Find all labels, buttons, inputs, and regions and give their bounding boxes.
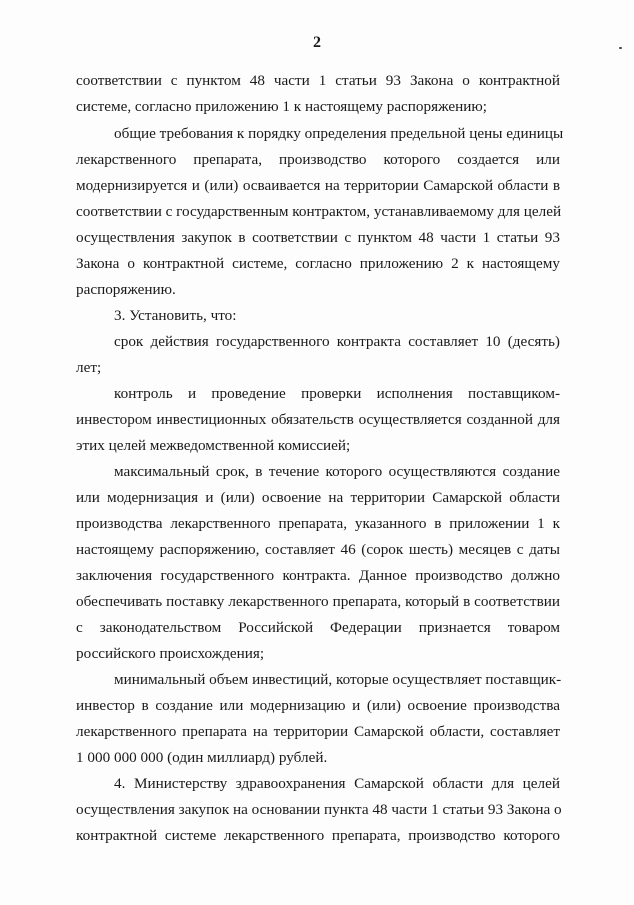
text-line: заключения государственного контракта. Данное производство должно (76, 567, 560, 584)
text-line: инвестор в создание или модернизацию и (или) освоение производства (76, 697, 560, 714)
text-line: осуществления закупок на основании пункта 48 части 1 статьи 93 Закона о (76, 801, 562, 818)
text-line: модернизируется и (или) осваивается на территории Самарской области в (76, 177, 560, 194)
text-line: российского происхождения; (76, 645, 265, 662)
text-line: обеспечивать поставку лекарственного препарата, который в соответствии (76, 593, 560, 610)
text-line: инвестором инвестиционных обязательств осуществляется созданной для (76, 411, 560, 428)
section-heading-4: 4. Министерству здравоохранения Самарской области для целей (114, 775, 560, 792)
paragraph-start-line: срок действия государственного контракта составляет 10 (десять) (114, 333, 560, 350)
scan-speck (619, 47, 622, 49)
section-heading-3: 3. Установить, что: (114, 307, 237, 324)
text-line: лет; (76, 359, 102, 376)
text-line: производства лекарственного препарата, указанного в приложении 1 к (76, 515, 560, 532)
text-line: распоряжению. (76, 281, 176, 298)
text-line: с законодательством Российской Федерации признается товаром (76, 619, 560, 636)
text-line: контрактной системе лекарственного препарата, производство которого (76, 827, 560, 844)
text-line: лекарственного препарата на территории Самарской области, составляет (76, 723, 560, 740)
text-line: настоящему распоряжению, составляет 46 (сорок шесть) месяцев с даты (76, 541, 560, 558)
page-number: 2 (313, 34, 321, 51)
text-line: осуществления закупок в соответствии с пунктом 48 части 1 статьи 93 (76, 229, 560, 246)
text-line: или модернизация и (или) освоение на территории Самарской области (76, 489, 560, 506)
text-line: лекарственного препарата, производство которого создается или (76, 151, 560, 168)
paragraph-start-line: максимальный срок, в течение которого осуществляются создание (114, 463, 560, 480)
text-line: системе, согласно приложению 1 к настоящему распоряжению; (76, 98, 487, 115)
paragraph-start-line: минимальный объем инвестиций, которые осуществляет поставщик- (114, 671, 562, 688)
text-line: этих целей межведомственной комиссией; (76, 437, 351, 454)
paragraph-start-line: контроль и проведение проверки исполнения поставщиком- (114, 385, 560, 402)
text-line: соответствии с пунктом 48 части 1 статьи 93 Закона о контрактной (76, 72, 560, 89)
paragraph-start-line: общие требования к порядку определения предельной цены единицы (114, 125, 564, 142)
text-line: 1 000 000 000 (один миллиард) рублей. (76, 749, 328, 766)
text-line: Закона о контрактной системе, согласно приложению 2 к настоящему (76, 255, 560, 272)
text-line: соответствии с государственным контрактом, устанавливаемому для целей (76, 203, 562, 220)
